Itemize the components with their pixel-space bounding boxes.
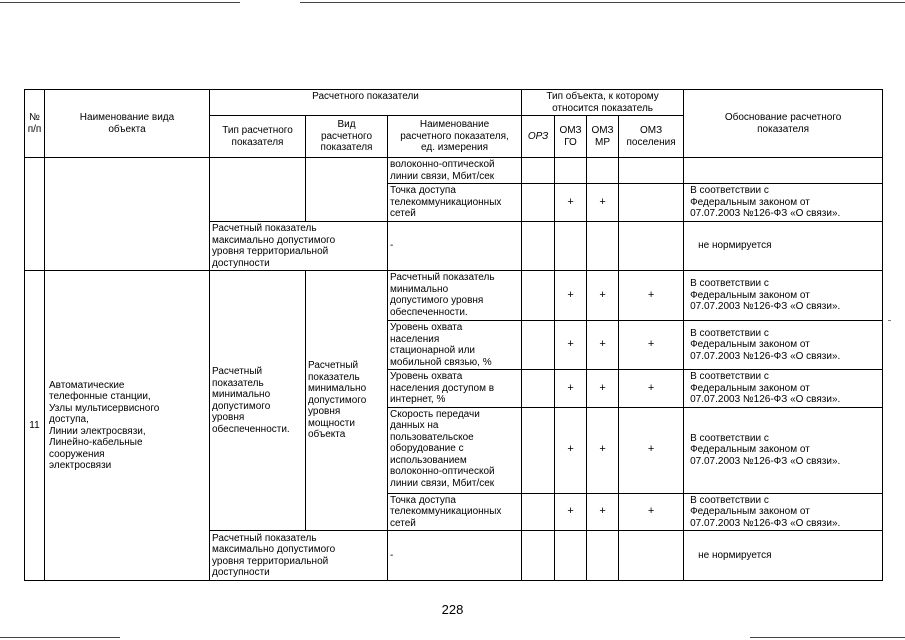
row11-item-1-name: Расчетный показатель минимально допустимого уровня обеспеченности. xyxy=(388,271,522,321)
cont-object-cell xyxy=(45,158,210,271)
cont-access-point-go: + xyxy=(555,184,587,222)
row11-calc-kind: Расчетный показатель минимально допустимого уровня мощности объекта xyxy=(306,271,388,531)
cont-type-cell xyxy=(210,158,306,222)
header-orz: ОРЗ xyxy=(522,116,555,158)
cont-fiber-name: волоконно-оптической линии связи, Мбит/сек xyxy=(388,158,522,184)
cont-max-level-label: Расчетный показатель максимально допустимого уровня территориальной доступности xyxy=(210,222,388,271)
page-number: 228 xyxy=(441,602,464,617)
row11-item-2-mr: + xyxy=(587,321,619,370)
row11-item-2-justification: В соответствии с Федеральным законом от 07.07.2003 №126-ФЗ «О связи». xyxy=(684,321,883,370)
header-calc-name: Наименование расчетного показателя, ед. измерения xyxy=(388,116,522,158)
top-rule-left xyxy=(0,2,240,3)
row11-item-5-mr: + xyxy=(587,493,619,531)
header-calc-kind: Вид расчетного показателя xyxy=(306,116,388,158)
row11-num: 11 xyxy=(25,271,45,581)
header-omz-go: ОМЗ ГО xyxy=(555,116,587,158)
margin-mark xyxy=(888,320,891,321)
row11-item-4-mr: + xyxy=(587,407,619,493)
row11-item-3-pos: + xyxy=(619,370,684,408)
row11-object-name: Автоматические телефонные станции, Узлы мультисервисного доступа, Линии электросвязи, Линейно-кабельные сооружения электросвязи xyxy=(45,271,210,581)
row11-item-3-go: + xyxy=(555,370,587,408)
row11-item-4-pos: + xyxy=(619,407,684,493)
document-table-frame xyxy=(24,89,882,579)
cont-kind-cell xyxy=(306,158,388,222)
row11-max-level-justification: не нормируется xyxy=(684,531,883,581)
row11-item-5-name: Точка доступа телекоммуникационных сетей xyxy=(388,493,522,531)
top-rule-right xyxy=(300,2,905,3)
row11-item-5-justification: В соответствии с Федеральным законом от 07.07.2003 №126-ФЗ «О связи». xyxy=(684,493,883,531)
row11-item-2-pos: + xyxy=(619,321,684,370)
row11-item-1-pos: + xyxy=(619,271,684,321)
row11-item-3-name: Уровень охвата населения доступом в интернет, % xyxy=(388,370,522,408)
cont-access-point-name: Точка доступа телекоммуникационных сетей xyxy=(388,184,522,222)
indicators-table xyxy=(24,89,883,581)
row11-item-3-mr: + xyxy=(587,370,619,408)
cont-access-point-mr: + xyxy=(587,184,619,222)
row11-item-4-go: + xyxy=(555,407,587,493)
header-omz-mr: ОМЗ МР xyxy=(587,116,619,158)
row11-item-2-go: + xyxy=(555,321,587,370)
row11-item-5-go: + xyxy=(555,493,587,531)
row11-max-level-dash: - xyxy=(388,531,522,581)
header-justification: Обоснование расчетного показателя xyxy=(684,90,883,158)
cont-num-cell xyxy=(25,158,45,271)
row11-item-1-go: + xyxy=(555,271,587,321)
row11-item-4-justification: В соответствии с Федеральным законом от 07.07.2003 №126-ФЗ «О связи». xyxy=(684,407,883,493)
row11-item-1-justification: В соответствии с Федеральным законом от 07.07.2003 №126-ФЗ «О связи». xyxy=(684,271,883,321)
cont-max-level-dash: - xyxy=(388,222,522,271)
header-object-type-group: Тип объекта, к которому относится показатель xyxy=(522,90,684,116)
row11-item-5-pos: + xyxy=(619,493,684,531)
row11-item-1-mr: + xyxy=(587,271,619,321)
cont-max-level-justification: не нормируется xyxy=(684,222,883,271)
row11-max-level-label: Расчетный показатель максимально допустимого уровня территориальной доступности xyxy=(210,531,388,581)
header-calc-type: Тип расчетного показателя xyxy=(210,116,306,158)
header-object-type: Наименование вида объекта xyxy=(45,90,210,158)
row11-calc-type: Расчетный показатель минимально допустимого уровня обеспеченности. xyxy=(210,271,306,531)
bottom-rule-right xyxy=(750,637,905,638)
bottom-rule-left xyxy=(0,637,120,638)
row11-item-4-name: Скорость передачи данных на пользовательское оборудование с использованием волоконно-оптической линии связи, Мбит/сек xyxy=(388,407,522,493)
header-omz-pos: ОМЗ поселения xyxy=(619,116,684,158)
header-calc-indicator: Расчетного показатели xyxy=(210,90,522,116)
header-num: № п/п xyxy=(25,90,45,158)
cont-access-point-justification: В соответствии с Федеральным законом от 07.07.2003 №126-ФЗ «О связи». xyxy=(684,184,883,222)
row11-item-3-justification: В соответствии с Федеральным законом от 07.07.2003 №126-ФЗ «О связи». xyxy=(684,370,883,408)
row11-item-2-name: Уровень охвата населения стационарной или мобильной связью, % xyxy=(388,321,522,370)
